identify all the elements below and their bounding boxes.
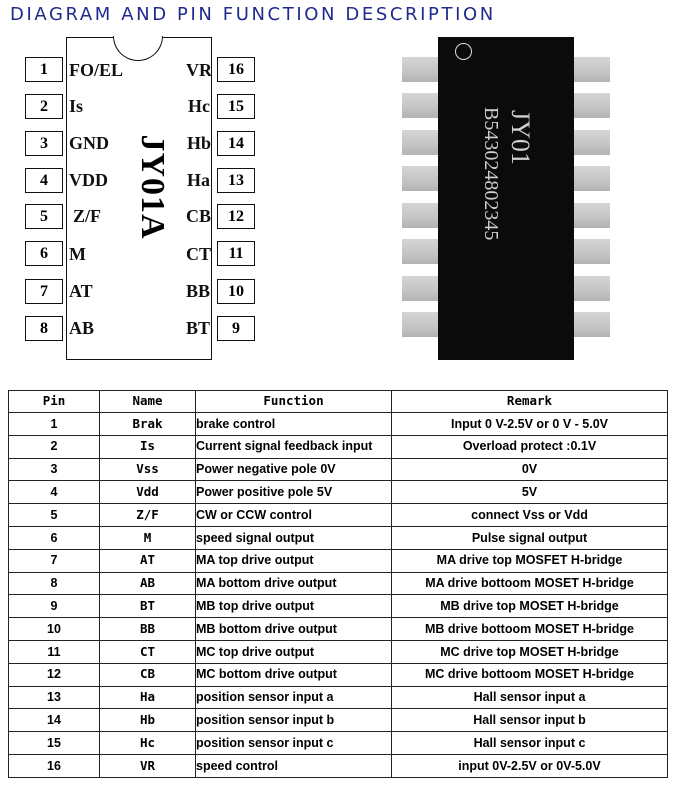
dip-notch-cover	[115, 35, 161, 39]
dip-pin-number: 8	[25, 316, 63, 341]
table-row	[9, 686, 668, 709]
dip-pin-number: 13	[217, 168, 255, 193]
table-header-row	[9, 391, 668, 413]
header-name: Name	[100, 391, 196, 413]
remark-cell: MA drive bottoom MOSET H-bridge	[392, 572, 668, 595]
dip-pin-label: Is	[69, 96, 84, 116]
pin-cell: 16	[9, 754, 100, 777]
pin-cell: 14	[9, 709, 100, 732]
remark-cell: 5V	[392, 481, 668, 504]
soic-lead	[393, 130, 438, 155]
name-cell: CT	[100, 640, 196, 663]
dip-chip-name	[119, 134, 179, 240]
remark-cell: MA drive top MOSFET H-bridge	[392, 549, 668, 572]
dip-pin-label: AT	[69, 281, 93, 301]
soic-lead	[393, 93, 438, 118]
name-cell: Hc	[100, 732, 196, 755]
table-row	[9, 754, 668, 777]
dip-pin-label: CT	[186, 244, 212, 264]
table-row	[9, 709, 668, 732]
dip-pin-number: 7	[25, 279, 63, 304]
soic-marking-name: JY01	[506, 110, 535, 165]
name-cell: Vdd	[100, 481, 196, 504]
dip-pin-label: BT	[186, 318, 211, 338]
dip-pin-number: 16	[217, 57, 255, 82]
function-cell: CW or CCW control	[196, 504, 392, 527]
table-row	[9, 595, 668, 618]
pin-cell: 9	[9, 595, 100, 618]
dip-pin-label: GND	[69, 133, 109, 153]
dip-pin-label: Hc	[188, 96, 210, 116]
soic-lead	[574, 276, 619, 301]
soic-lead	[574, 130, 619, 155]
soic-lead	[574, 239, 619, 264]
pin-cell: 1	[9, 413, 100, 436]
table-body	[9, 413, 668, 778]
table-row	[9, 435, 668, 458]
remark-cell: MC drive bottoom MOSET H-bridge	[392, 663, 668, 686]
remark-cell: MC drive top MOSET H-bridge	[392, 640, 668, 663]
pin-cell: 8	[9, 572, 100, 595]
name-cell: AB	[100, 572, 196, 595]
dip-pin-number: 14	[217, 131, 255, 156]
soic-lead	[393, 57, 438, 82]
name-cell: VR	[100, 754, 196, 777]
function-cell: MC top drive output	[196, 640, 392, 663]
function-cell: position sensor input b	[196, 709, 392, 732]
soic-lead	[393, 312, 438, 337]
function-cell: MC bottom drive output	[196, 663, 392, 686]
pin-cell: 11	[9, 640, 100, 663]
table-row	[9, 732, 668, 755]
name-cell: Hb	[100, 709, 196, 732]
header-pin: Pin	[9, 391, 100, 413]
soic-marking-code: B543024802345	[480, 107, 502, 241]
dip-pin-number: 3	[25, 131, 63, 156]
dip-pin-number: 4	[25, 168, 63, 193]
remark-cell: MB drive top MOSET H-bridge	[392, 595, 668, 618]
pin-cell: 15	[9, 732, 100, 755]
table-row	[9, 526, 668, 549]
pin-cell: 2	[9, 435, 100, 458]
table-row	[9, 640, 668, 663]
table-row	[9, 572, 668, 595]
dip-pin-label: M	[69, 244, 86, 264]
remark-cell: Hall sensor input c	[392, 732, 668, 755]
header-remark: Remark	[392, 391, 668, 413]
dip-pin-label: VDD	[69, 170, 108, 190]
remark-cell: Pulse signal output	[392, 526, 668, 549]
remark-cell: Hall sensor input a	[392, 686, 668, 709]
table-row	[9, 481, 668, 504]
dip-pin-label: Hb	[187, 133, 212, 153]
table-row	[9, 458, 668, 481]
dip-pin-number: 1	[25, 57, 63, 82]
pin1-dot-marker	[455, 43, 472, 60]
dip-pin-label: VR	[186, 60, 212, 80]
pin-cell: 10	[9, 618, 100, 641]
dip-pin-label: AB	[69, 318, 95, 338]
pin-cell: 4	[9, 481, 100, 504]
dip-pin-label: Ha	[187, 170, 211, 190]
dip-pin-number: 15	[217, 94, 255, 119]
function-cell: MB top drive output	[196, 595, 392, 618]
table-row	[9, 618, 668, 641]
name-cell: BT	[100, 595, 196, 618]
dip-pin-number: 6	[25, 241, 63, 266]
function-cell: position sensor input a	[196, 686, 392, 709]
dip-pin-label: BB	[186, 281, 211, 301]
remark-cell: MB drive bottoom MOSET H-bridge	[392, 618, 668, 641]
function-cell: speed signal output	[196, 526, 392, 549]
function-cell: MA bottom drive output	[196, 572, 392, 595]
pin-cell: 5	[9, 504, 100, 527]
name-cell: Vss	[100, 458, 196, 481]
function-cell: MB bottom drive output	[196, 618, 392, 641]
soic-lead	[393, 166, 438, 191]
dip-pin-number: 11	[217, 241, 255, 266]
name-cell: AT	[100, 549, 196, 572]
remark-cell: Overload protect :0.1V	[392, 435, 668, 458]
function-cell: brake control	[196, 413, 392, 436]
soic-chip-body	[438, 37, 574, 360]
name-cell: M	[100, 526, 196, 549]
name-cell: Z/F	[100, 504, 196, 527]
name-cell: CB	[100, 663, 196, 686]
remark-cell: Input 0 V-2.5V or 0 V - 5.0V	[392, 413, 668, 436]
dip-pin-number: 2	[25, 94, 63, 119]
remark-cell: connect Vss or Vdd	[392, 504, 668, 527]
table-row	[9, 413, 668, 436]
soic-lead	[574, 203, 619, 228]
name-cell: Is	[100, 435, 196, 458]
pin-cell: 13	[9, 686, 100, 709]
soic-lead	[393, 203, 438, 228]
dip-pin-number: 5	[25, 204, 63, 229]
soic-lead	[393, 276, 438, 301]
name-cell: Brak	[100, 413, 196, 436]
soic-lead	[574, 57, 619, 82]
dip-pin-number: 9	[217, 316, 255, 341]
dip-chip-name-text: JY01A	[134, 134, 171, 240]
pin-cell: 7	[9, 549, 100, 572]
name-cell: BB	[100, 618, 196, 641]
pin-cell: 3	[9, 458, 100, 481]
pin-cell: 12	[9, 663, 100, 686]
dip-pin-number: 10	[217, 279, 255, 304]
function-cell: Current signal feedback input	[196, 435, 392, 458]
table-row	[9, 663, 668, 686]
pin-function-table	[8, 390, 668, 778]
soic-lead	[574, 312, 619, 337]
table-row	[9, 549, 668, 572]
pin-cell: 6	[9, 526, 100, 549]
remark-cell: input 0V-2.5V or 0V-5.0V	[392, 754, 668, 777]
header-function: Function	[196, 391, 392, 413]
function-cell: speed control	[196, 754, 392, 777]
table-row	[9, 504, 668, 527]
soic-lead	[574, 93, 619, 118]
function-cell: Power negative pole 0V	[196, 458, 392, 481]
page-title: DIAGRAM AND PIN FUNCTION DESCRIPTION	[10, 4, 496, 25]
function-cell: position sensor input c	[196, 732, 392, 755]
function-cell: MA top drive output	[196, 549, 392, 572]
dip-pin-label: CB	[186, 206, 212, 226]
remark-cell: 0V	[392, 458, 668, 481]
dip-pin-label: Z/F	[73, 206, 102, 226]
soic-lead	[574, 166, 619, 191]
function-cell: Power positive pole 5V	[196, 481, 392, 504]
name-cell: Ha	[100, 686, 196, 709]
remark-cell: Hall sensor input b	[392, 709, 668, 732]
dip-pin-number: 12	[217, 204, 255, 229]
soic-lead	[393, 239, 438, 264]
dip-pin-label: FO/EL	[69, 60, 124, 80]
